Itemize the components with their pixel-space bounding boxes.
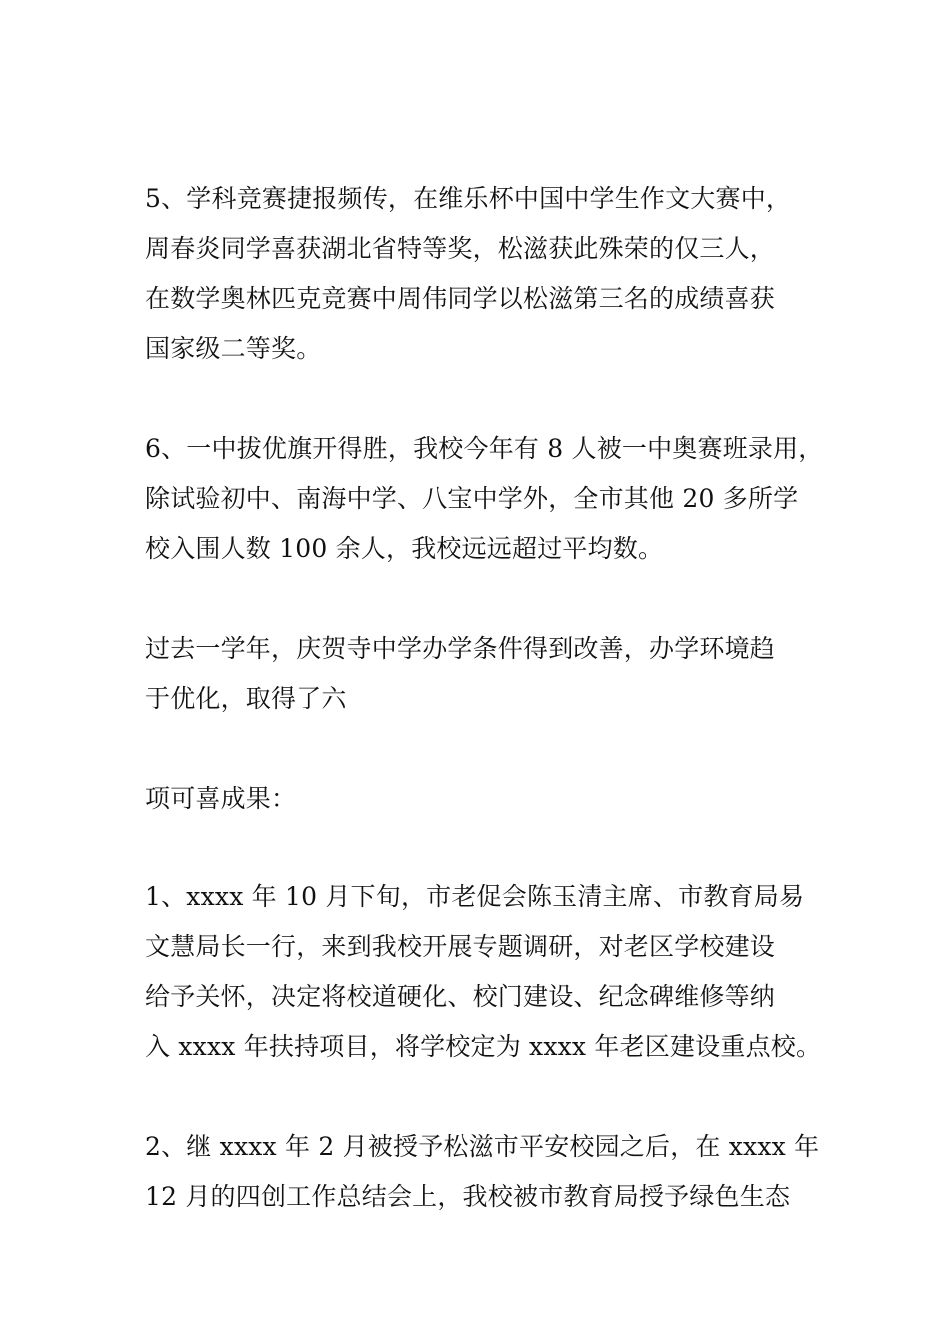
text-line: 校入围人数 100 余人，我校远远超过平均数。 bbox=[145, 534, 664, 563]
text-line: 12 月的四创工作总结会上，我校被市教育局授予绿色生态 bbox=[145, 1182, 791, 1211]
text-line: 除试验初中、南海中学、八宝中学外，全市其他 20 多所学 bbox=[145, 484, 799, 513]
text-line: 6、一中拔优旗开得胜，我校今年有 8 人被一中奥赛班录用， bbox=[145, 434, 824, 463]
text-line: 文慧局长一行，来到我校开展专题调研，对老区学校建设 bbox=[145, 932, 776, 961]
text-line: 入 xxxx 年扶持项目，将学校定为 xxxx 年老区建设重点校。 bbox=[145, 1032, 822, 1061]
text-line: 国家级二等奖。 bbox=[145, 334, 322, 363]
text-line: 在数学奥林匹克竞赛中周伟同学以松滋第三名的成绩喜获 bbox=[145, 284, 776, 313]
text-line: 周春炎同学喜获湖北省特等奖，松滋获此殊荣的仅三人， bbox=[145, 234, 776, 263]
text-line: 项可喜成果： bbox=[145, 784, 297, 813]
text-line: 过去一学年，庆贺寺中学办学条件得到改善，办学环境趋 bbox=[145, 634, 776, 663]
text-line: 5、学科竞赛捷报频传，在维乐杯中国中学生作文大赛中， bbox=[145, 184, 792, 213]
text-line: 给予关怀，决定将校道硬化、校门建设、纪念碑维修等纳 bbox=[145, 982, 776, 1011]
text-line: 于优化，取得了六 bbox=[145, 684, 347, 713]
text-line: 1、xxxx 年 10 月下旬，市老促会陈玉清主席、市教育局易 bbox=[145, 882, 805, 911]
text-line: 2、继 xxxx 年 2 月被授予松滋市平安校园之后，在 xxxx 年 bbox=[145, 1132, 820, 1161]
